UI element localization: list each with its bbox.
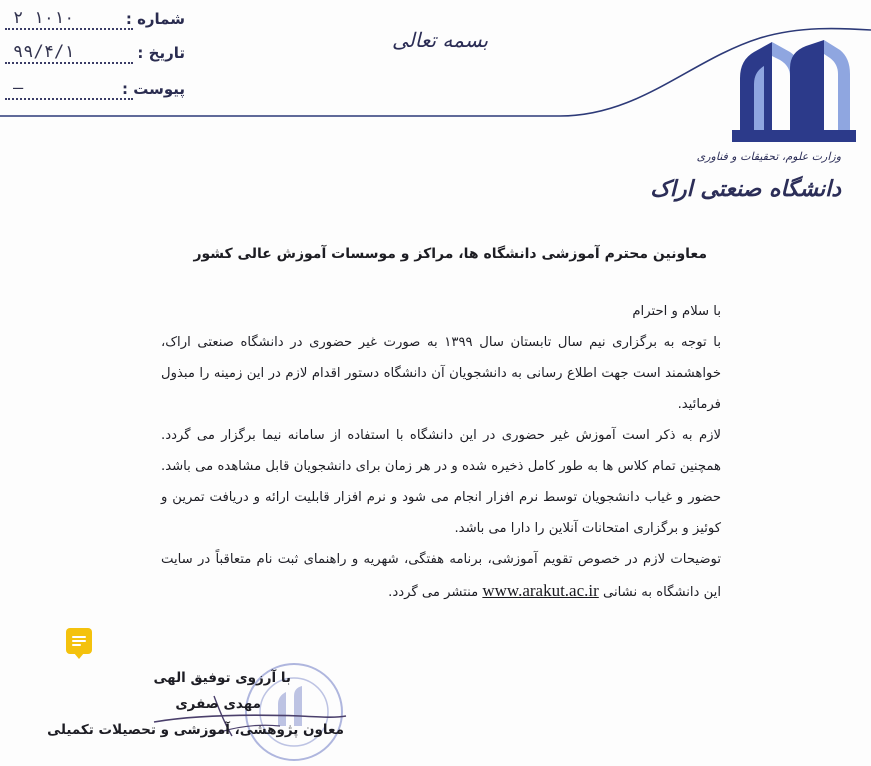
basmala-heading: بسمه تعالی bbox=[392, 28, 489, 52]
letter-body bbox=[161, 296, 721, 608]
paragraph-online-education: لازم به ذکر است آموزش غیر حضوری در این دانشگاه با استفاده از سامانه نیما برگزار می گردد. همچنین تمام کلاس ها به طور کامل ذخیره شده و در هر زمان برای دانشجویان قابل مشاهده می باشد. حضور و غیاب دانشجویان توسط نرم افزار انجام می شود و نرم افزار قابلیت ارائه و دریافت تمرین و کوئیز و برگزاری امتحانات آنلاین را دارا می باشد. bbox=[161, 428, 721, 536]
note-icon-line-3 bbox=[72, 644, 81, 646]
note-icon-line-2 bbox=[72, 640, 86, 642]
attachment-label: پیوست : bbox=[121, 80, 185, 98]
website-link[interactable]: www.arakut.ac.ir bbox=[482, 581, 599, 600]
university-name: دانشگاه صنعتی اراک bbox=[650, 176, 841, 202]
attachment-value: — bbox=[13, 78, 25, 98]
signer-position: معاون پژوهشی، آموزشی و تحصیلات تکمیلی bbox=[47, 722, 344, 738]
number-dots bbox=[5, 28, 133, 30]
number-label: شماره : bbox=[125, 10, 185, 28]
note-icon-line-1 bbox=[72, 636, 86, 638]
date-label: تاریخ : bbox=[137, 44, 185, 62]
attachment-dots bbox=[5, 98, 133, 100]
note-icon[interactable] bbox=[66, 628, 92, 654]
attachment-field bbox=[5, 78, 185, 104]
ministry-name: وزارت علوم، تحقیقات و فناوری bbox=[696, 150, 841, 163]
date-value: ۹۹/۴/۱ bbox=[13, 42, 75, 62]
paragraph-calendar-end: منتشر می گردد. bbox=[388, 585, 479, 600]
paragraph-calendar-info bbox=[161, 544, 721, 608]
university-logo-icon bbox=[732, 38, 856, 142]
recipient-heading: معاونین محترم آموزشی دانشگاه ها، مراکز و موسسات آموزش عالی کشور bbox=[193, 246, 707, 262]
closing-phrase: با آرزوی توفیق الهی bbox=[153, 670, 291, 686]
number-value: ۲ ۱۰۱۰ bbox=[13, 8, 75, 28]
number-field bbox=[5, 8, 185, 34]
note-icon-tail bbox=[74, 653, 84, 659]
paragraph-summer-semester: با توجه به برگزاری نیم سال تابستان سال ۱۳۹۹ به صورت غیر حضوری در دانشگاه صنعتی اراک، خواهشمند است جهت اطلاع رسانی به دانشجویان آن دانشگاه دستور اقدام لازم در این زمینه را مبذول فرمائید. bbox=[161, 335, 721, 412]
paragraph-calendar-start: توضیحات لازم در خصوص تقویم آموزشی، برنامه هفتگی، شهریه و راهنمای ثبت نام متعاقباً در سایت این دانشگاه به نشانی bbox=[161, 552, 721, 600]
date-dots bbox=[5, 62, 133, 64]
date-field bbox=[5, 42, 185, 68]
signer-name: مهدی صفری bbox=[175, 696, 261, 712]
greeting: با سلام و احترام bbox=[632, 304, 721, 319]
